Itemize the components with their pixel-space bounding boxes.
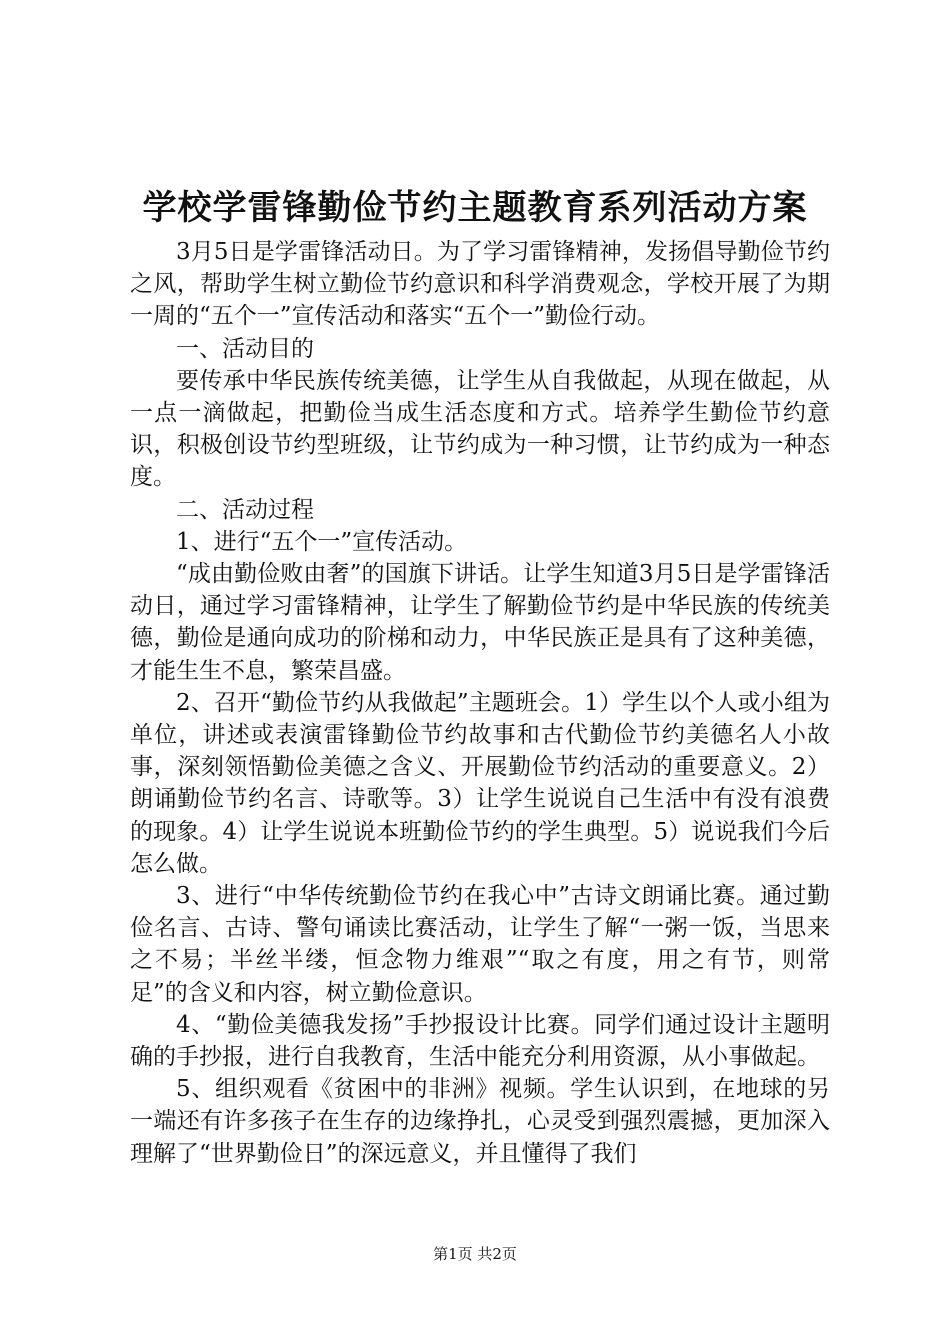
- paragraph-flag-speech: “成由勤俭败由奢”的国旗下讲话。让学生知道3月5日是学雷锋活动日，通过学习雷锋精神，让学生了解勤俭节约是中华民族的传统美德，勤俭是通向成功的阶梯和动力，中华民族正是具有了这种美德，才能生生不息，繁荣昌盛。: [130, 561, 830, 684]
- paragraph-item-3: 3、进行“中华传统勤俭节约在我心中”古诗文朗诵比赛。通过勤俭名言、古诗、警句诵读比赛活动，让学生了解“一粥一饭，当思来之不易；半丝半缕，恒念物力维艰”“取之有度，用之有节，则常足”的含义和内容，树立勤俭意识。: [130, 883, 830, 1006]
- paragraph-purpose: 要传承中华民族传统美德，让学生从自我做起，从现在做起，从一点一滴做起，把勤俭当成生活态度和方式。培养学生勤俭节约意识，积极创设节约型班级，让节约成为一种习惯，让节约成为一种态度。: [130, 367, 830, 491]
- paragraph-item-2: 2、召开“勤俭节约从我做起”主题班会。1）学生以个人或小组为单位，讲述或表演雷锋勤俭节约故事和古代勤俭节约美德名人小故事，深刻领悟勤俭美德之含义、开展勤俭节约活动的重要意义。2）朗诵勤俭节约名言、诗歌等。3）让学生说说自己生活中有没有浪费的现象。4）让学生说说本班勤俭节约的学生典型。5）说说我们今后怎么做。: [130, 689, 830, 877]
- page-number-footer: 第1页 共2页: [433, 1245, 517, 1263]
- paragraph-intro: 3月5日是学雷锋活动日。为了学习雷锋精神，发扬倡导勤俭节约之风，帮助学生树立勤俭节约意识和科学消费观念，学校开展了为期一周的“五个一”宣传活动和落实“五个一”勤俭行动。: [130, 239, 830, 330]
- paragraph-item-1: 1、进行“五个一”宣传活动。: [176, 528, 468, 555]
- document-title: 学校学雷锋勤俭节约主题教育系列活动方案: [142, 188, 808, 228]
- heading-activity-purpose: 一、活动目的: [176, 335, 314, 362]
- paragraph-item-4: 4、“勤俭美德我发扬”手抄报设计比赛。同学们通过设计主题明确的手抄报，进行自我教育，生活中能充分利用资源，从小事做起。: [130, 1011, 830, 1071]
- document-body: [130, 236, 830, 1170]
- heading-activity-process: 二、活动过程: [176, 496, 314, 523]
- paragraph-item-5: 5、组织观看《贫困中的非洲》视频。学生认识到，在地球的另一端还有许多孩子在生存的边缘挣扎，心灵受到强烈震撼，更加深入理解了“世界勤俭日”的深远意义，并且懂得了我们: [130, 1076, 830, 1167]
